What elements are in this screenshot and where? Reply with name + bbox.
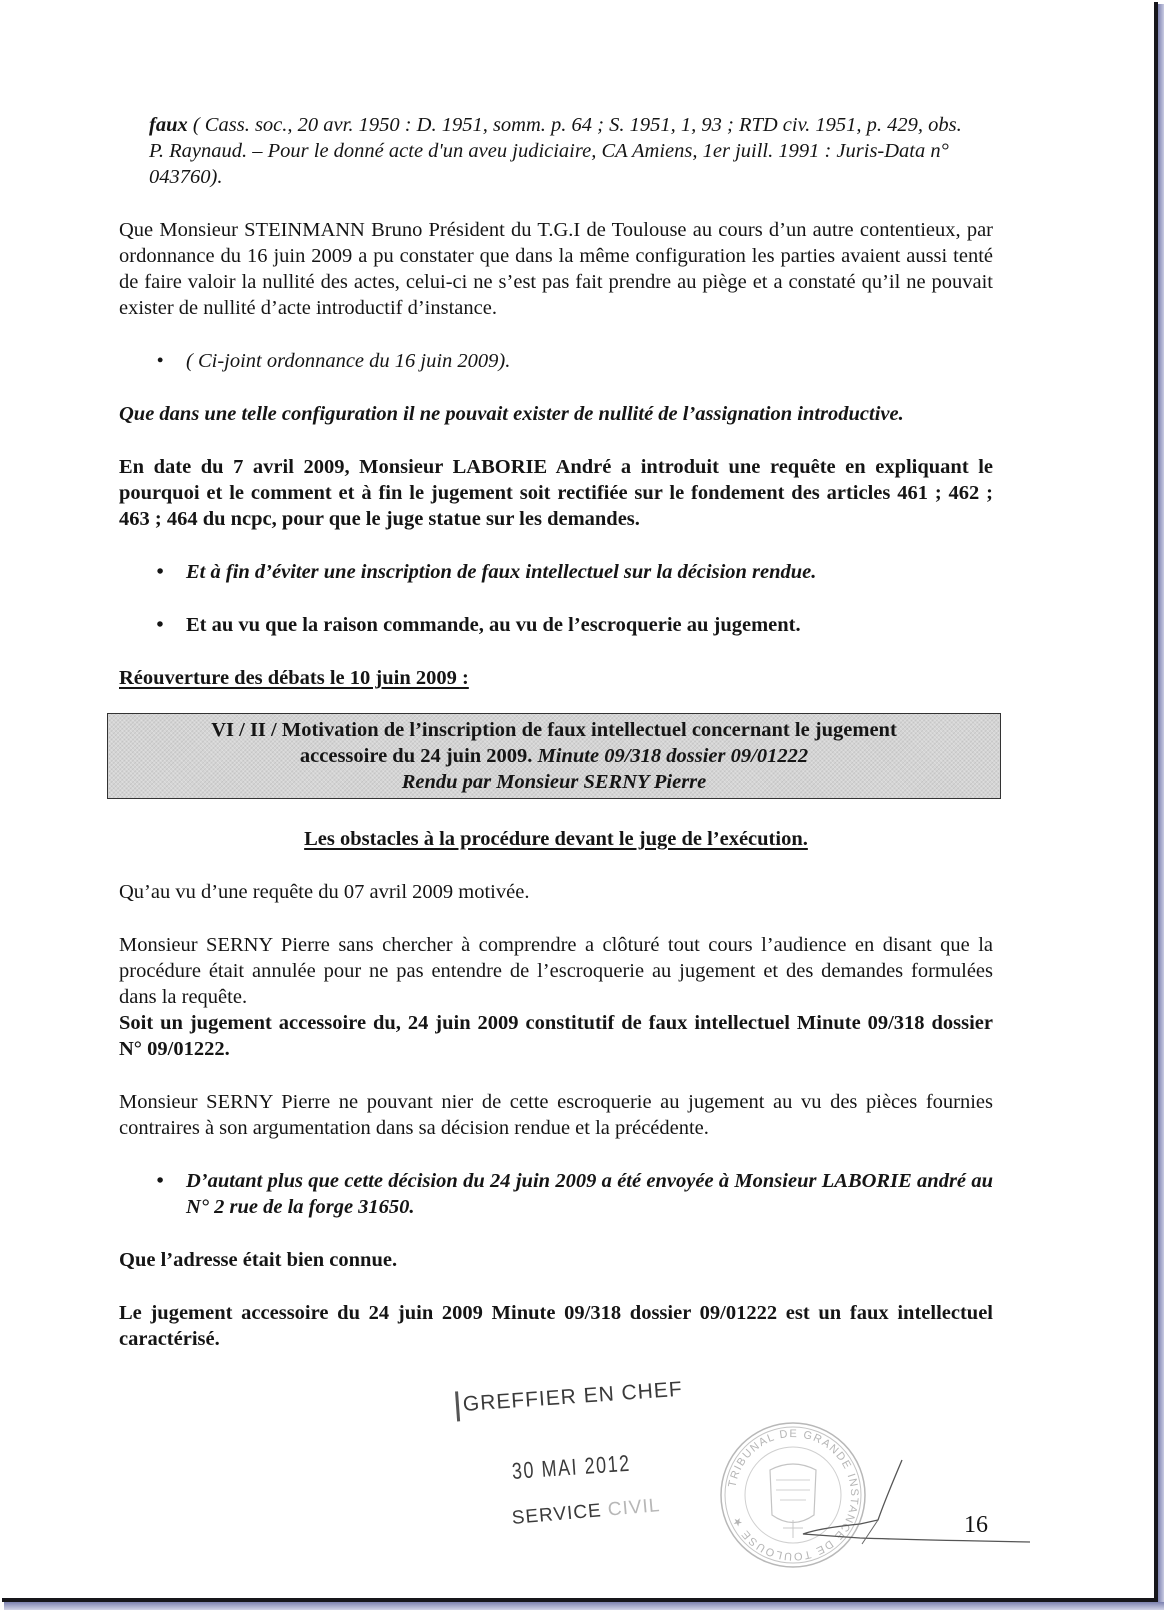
page-number: 16 bbox=[964, 1512, 988, 1538]
heading-obstacles: Les obstacles à la procédure devant le juge de l’exécution. bbox=[304, 828, 808, 850]
bullet-text: D’autant plus que cette décision du 24 juin 2009 a été envoyée à Monsieur LABORIE andré au N° 2 rue de la forge 31650. bbox=[186, 1170, 993, 1218]
citation-text: ( Cass. soc., 20 avr. 1950 : D. 1951, somm. p. 64 ; S. 1951, 1, 93 ; RTD civ. 1951, p. 429, obs. P. Raynaud. – Pour le donné acte d'un aveu judiciaire, CA Amiens, 1er juill. 1991 : Juris-Data n° 043760). bbox=[149, 114, 962, 188]
bullet-icon: • bbox=[156, 614, 164, 636]
svg-text:TRIBUNAL DE GRANDE INSTANCE DE: TRIBUNAL DE GRANDE INSTANCE DE TOULOUSE ★ bbox=[726, 1427, 861, 1563]
paragraph-conclusion: Le jugement accessoire du 24 juin 2009 Minute 09/318 dossier 09/01222 est un faux intellectuel caractérisé. bbox=[119, 1302, 993, 1350]
section-heading-box bbox=[107, 713, 1001, 799]
page-body bbox=[119, 112, 993, 1352]
signature-icon bbox=[800, 1440, 1030, 1560]
citation-lead: faux bbox=[149, 114, 188, 136]
page-shadow-bottom bbox=[4, 1602, 1164, 1610]
bullet-eviter-faux bbox=[119, 559, 993, 585]
bullet-icon: • bbox=[156, 1170, 164, 1192]
page-shadow-right bbox=[1158, 4, 1164, 1610]
paragraph-adresse: Que l’adresse était bien connue. bbox=[119, 1249, 398, 1271]
paragraph-serny-2: Monsieur SERNY Pierre ne pouvant nier de cette escroquerie au jugement au vu des pièces fournies contraires à son argumentation dans sa décision rendue et la précédente. bbox=[119, 1091, 993, 1139]
paragraph-configuration: Que dans une telle configuration il ne pouvait exister de nullité de l’assignation introductive. bbox=[119, 403, 904, 425]
paragraph-serny-1: Monsieur SERNY Pierre sans chercher à comprendre a clôturé tout cours l’audience en disant que la procédure était annulée pour ne pas entendre de l’escroquerie au jugement et des demandes formulées dans la requête. bbox=[119, 934, 993, 1008]
box-heading-line-1: VI / II / Motivation de l’inscription de faux intellectuel concernant le jugement bbox=[211, 719, 897, 741]
bullet-envoyee bbox=[119, 1168, 993, 1220]
bullet-ci-joint bbox=[119, 348, 993, 374]
bullet-icon: • bbox=[156, 350, 164, 372]
stamp-greffier: GREFFIER EN CHEF bbox=[462, 1377, 684, 1416]
bullet-icon: • bbox=[156, 561, 164, 583]
bullet-text: ( Ci-joint ordonnance du 16 juin 2009). bbox=[186, 350, 511, 372]
paragraph-soit: Soit un jugement accessoire du, 24 juin 2009 constitutif de faux intellectuel Minute 09/318 dossier N° 09/01222. bbox=[119, 1012, 993, 1060]
bullet-text: Et au vu que la raison commande, au vu de l’escroquerie au jugement. bbox=[186, 614, 801, 636]
bullet-raison-commande bbox=[119, 612, 993, 638]
stamp-service: SERVICE CIVIL bbox=[511, 1495, 662, 1529]
heading-reouverture: Réouverture des débats le 10 juin 2009 : bbox=[119, 667, 469, 689]
paragraph-requete: En date du 7 avril 2009, Monsieur LABORIE André a introduit une requête en expliquant le pourquoi et le comment et à fin le jugement soit rectifiée sur le fondement des articles 461 ; 462 ; 463 ; 464 du ncpc, pour que le juge statue sur les demandes. bbox=[119, 456, 993, 530]
box-heading-line-2: accessoire du 24 juin 2009. Minute 09/318 dossier 09/01222 bbox=[299, 745, 809, 767]
stamp-date: 30 MAI 2012 bbox=[511, 1449, 632, 1484]
citation-paragraph bbox=[119, 112, 979, 190]
paragraph-steinmann: Que Monsieur STEINMANN Bruno Président du T.G.I de Toulouse au cours d’un autre contentieux, par ordonnance du 16 juin 2009 a pu constater que dans la même configuration les parties avaient aussi tenté de faire valoir la nullité des actes, celui-ci ne s’est pas fait prendre au piège et a constaté qu’il ne pouvait exister de nullité d’acte introductif d’instance. bbox=[119, 219, 993, 319]
paragraph-requete-motivee: Qu’au vu d’une requête du 07 avril 2009 motivée. bbox=[119, 881, 530, 903]
box-heading-line-3: Rendu par Monsieur SERNY Pierre bbox=[401, 771, 707, 793]
bullet-text: Et à fin d’éviter une inscription de faux intellectuel sur la décision rendue. bbox=[186, 561, 817, 583]
